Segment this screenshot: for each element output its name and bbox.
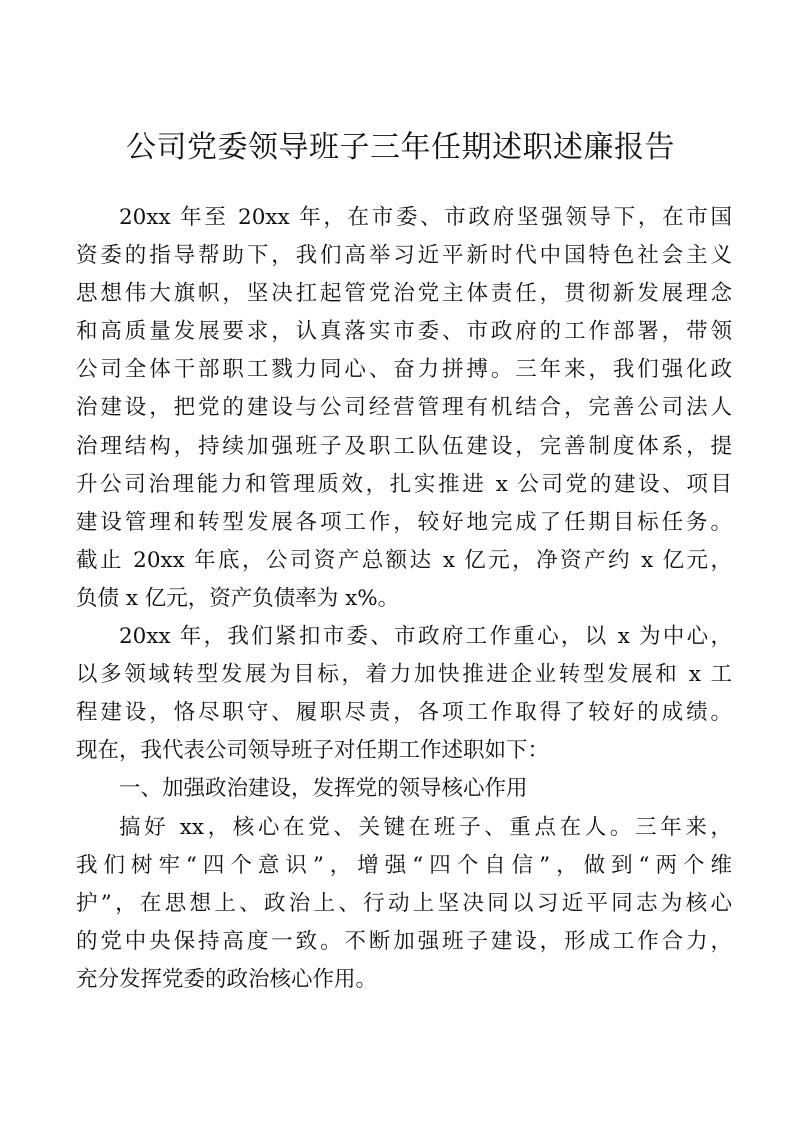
text-line: 思想伟大旗帜，坚决扛起管党治党主体责任，贯彻新发展理念 bbox=[76, 281, 732, 307]
text-line: 我们树牢“四个意识”，增强“四个自信”，做到“两个维 bbox=[76, 852, 732, 878]
text-line: 搞好 xx，核心在党、关键在班子、重点在人。三年来， bbox=[119, 814, 732, 840]
document-body bbox=[76, 199, 732, 999]
text-line: 建设管理和转型发展各项工作，较好地完成了任期目标任务。 bbox=[76, 509, 732, 535]
section-heading bbox=[76, 770, 732, 808]
text-line: 负债 x 亿元，资产负债率为 x%。 bbox=[76, 585, 400, 611]
text-line: 20xx 年至 20xx 年，在市委、市政府坚强领导下，在市国 bbox=[119, 205, 732, 230]
text-line: 充分发挥党委的政治核心作用。 bbox=[76, 966, 378, 992]
text-line: 治建设，把党的建设与公司经营管理有机结合，完善公司法人 bbox=[76, 395, 732, 421]
text-line: 20xx 年，我们紧扣市委、市政府工作重心，以 x 为中心， bbox=[119, 624, 732, 650]
document-title: 公司党委领导班子三年任期述职述廉报告 bbox=[126, 130, 675, 165]
text-line: 护”，在思想上、政治上、行动上坚决同以习近平同志为核心 bbox=[76, 890, 732, 916]
paragraph-3 bbox=[76, 809, 732, 999]
text-line: 治理结构，持续加强班子及职工队伍建设，完善制度体系，提 bbox=[76, 433, 732, 459]
text-line: 程建设，恪尽职守、履职尽责，各项工作取得了较好的成绩。 bbox=[76, 700, 732, 726]
section-heading-text: 一、加强政治建设，发挥党的领导核心作用 bbox=[119, 776, 528, 802]
text-line: 现在，我代表公司领导班子对任期工作述职如下： bbox=[76, 738, 550, 764]
text-line: 公司全体干部职工戮力同心、奋力拼搏。三年来，我们强化政 bbox=[76, 357, 732, 383]
text-line: 截止 20xx 年底，公司资产总额达 x 亿元，净资产约 x 亿元， bbox=[76, 547, 732, 573]
text-line: 以多领域转型发展为目标，着力加快推进企业转型发展和 x 工 bbox=[76, 662, 732, 688]
paragraph-2 bbox=[76, 618, 732, 770]
text-line: 的党中央保持高度一致。不断加强班子建设，形成工作合力， bbox=[76, 928, 732, 954]
text-line: 和高质量发展要求，认真落实市委、市政府的工作部署，带领 bbox=[76, 319, 732, 345]
paragraph-1 bbox=[76, 199, 732, 618]
text-line: 资委的指导帮助下，我们高举习近平新时代中国特色社会主义 bbox=[76, 243, 732, 269]
text-line: 升公司治理能力和管理质效，扎实推进 x 公司党的建设、项目 bbox=[76, 471, 732, 497]
